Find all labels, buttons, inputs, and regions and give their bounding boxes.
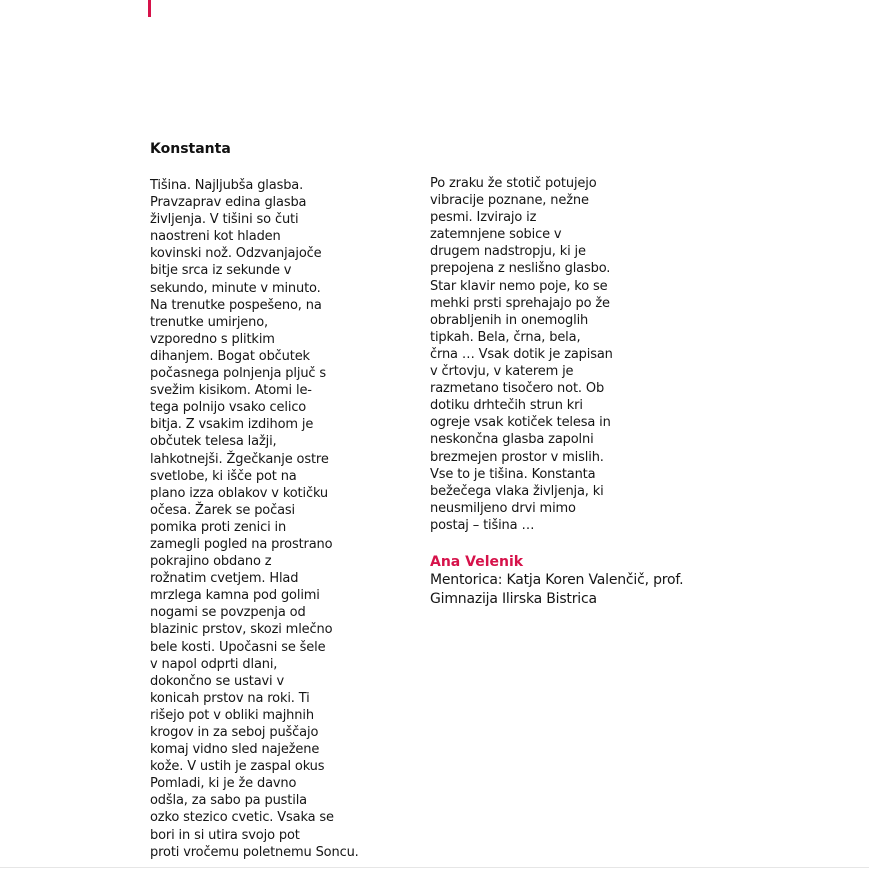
text-line: pokrajino obdano z xyxy=(150,554,272,570)
text-line: svežim kisikom. Atomi le- xyxy=(150,383,312,399)
text-line: naostreni kot hladen xyxy=(150,229,281,245)
text-line: kože. V ustih je zaspal okus xyxy=(150,759,325,775)
text-line: sekundo, minute v minuto. xyxy=(150,280,321,296)
text-line: Pravzaprav edina glasba xyxy=(150,195,307,211)
text-line: vzporedno s plitkim xyxy=(150,331,275,347)
text-line: bele kosti. Upočasni se šele xyxy=(150,639,326,655)
text-line: rožnatim cvetjem. Hlad xyxy=(150,571,299,587)
text-line: prepojena z neslišno glasbo. xyxy=(430,261,611,277)
text-line: lahkotnejši. Žgečkanje ostre xyxy=(150,451,329,467)
text-line: vibracije poznane, nežne xyxy=(430,193,589,209)
text-line: pomika proti zenici in xyxy=(150,519,287,535)
text-line: Star klavir nemo poje, ko se xyxy=(430,278,608,294)
text-line: rišejo pot v obliki majhnih xyxy=(150,707,314,723)
text-line: odšla, za sabo pa pustila xyxy=(150,793,307,809)
text-line: postaj – tišina … xyxy=(430,517,535,533)
text-line: ogreje vsak kotiček telesa in xyxy=(430,415,611,431)
text-line: obrabljenih in onemoglih xyxy=(430,312,589,328)
text-line: v napol odprti dlani, xyxy=(150,656,278,672)
text-line: mrzlega kamna pod golimi xyxy=(150,588,320,604)
text-line: življenja. V tišini so čuti xyxy=(150,212,299,228)
text-line: pesmi. Izvirajo iz xyxy=(430,210,537,226)
text-line: krogov in za seboj puščajo xyxy=(150,725,319,740)
author-block xyxy=(430,553,730,608)
text-line: komaj vidno sled naježene xyxy=(150,742,320,758)
text-line: Vse to je tišina. Konstanta xyxy=(430,466,596,482)
text-line: bori in si utira svojo pot xyxy=(150,827,300,843)
text-line: Pomladi, ki je že davno xyxy=(150,776,297,792)
text-line: mehki prsti sprehajajo po že xyxy=(430,295,610,311)
text-line: nogami se povzpenja od xyxy=(150,605,306,621)
text-line: počasnega polnjenja pljuč s xyxy=(150,366,327,382)
text-line: plano izza oblakov v kotičku xyxy=(150,485,329,501)
text-line: konicah prstov na roki. Ti xyxy=(150,690,310,706)
text-line: dotiku drhtečih strun kri xyxy=(430,398,583,414)
text-line: drugem nadstropju, ki je xyxy=(430,244,586,260)
bottom-divider xyxy=(0,867,869,868)
author-name: Ana Velenik xyxy=(430,554,524,570)
text-line: bežečega vlaka življenja, ki xyxy=(430,483,604,499)
text-line: kovinski nož. Odzvanjajoče xyxy=(150,246,322,262)
text-line: neusmiljeno drvi mimo xyxy=(430,500,576,516)
text-line: bitja. Z vsakim izdihom je xyxy=(150,417,314,433)
text-line: proti vročemu poletnemu Soncu. xyxy=(150,844,359,860)
text-line: Tišina. Najljubša glasba. xyxy=(150,178,304,193)
left-text-column xyxy=(150,177,390,861)
text-line: neskončna glasba zapolni xyxy=(430,432,594,448)
text-line: brezmejen prostor v mislih. xyxy=(430,449,604,465)
text-line: črna … Vsak dotik je zapisan xyxy=(430,346,613,362)
text-line: Na trenutke pospešeno, na xyxy=(150,297,322,313)
text-line: razmetano tisočero not. Ob xyxy=(430,381,605,397)
text-line: tega polnijo vsako celico xyxy=(150,400,307,416)
text-line: trenutke umirjeno, xyxy=(150,314,269,330)
author-school: Gimnazija Ilirska Bistrica xyxy=(430,590,597,607)
author-mentor: Mentorica: Katja Koren Valenčič, prof. xyxy=(430,572,684,588)
accent-bar xyxy=(148,0,151,17)
text-line: ozko stezico cvetic. Vsaka se xyxy=(150,810,334,826)
text-line: svetlobe, ki išče pot na xyxy=(150,468,297,484)
text-line: v črtovju, v katerem je xyxy=(430,364,574,380)
text-line: dihanjem. Bogat občutek xyxy=(150,348,310,364)
text-line: zamegli pogled na prostrano xyxy=(150,536,333,552)
article-title: Konstanta xyxy=(150,141,231,157)
text-line: blazinic prstov, skozi mlečno xyxy=(150,622,333,638)
text-line: tipkah. Bela, črna, bela, xyxy=(430,329,581,345)
text-line: dokončno se ustavi v xyxy=(150,673,285,689)
right-text-column xyxy=(430,175,670,534)
text-line: Po zraku že stotič potujejo xyxy=(430,176,597,191)
text-line: zatemnjene sobice v xyxy=(430,227,562,243)
text-line: občutek telesa lažji, xyxy=(150,434,277,450)
text-line: očesa. Žarek se počasi xyxy=(150,502,296,518)
text-line: bitje srca iz sekunde v xyxy=(150,263,292,279)
